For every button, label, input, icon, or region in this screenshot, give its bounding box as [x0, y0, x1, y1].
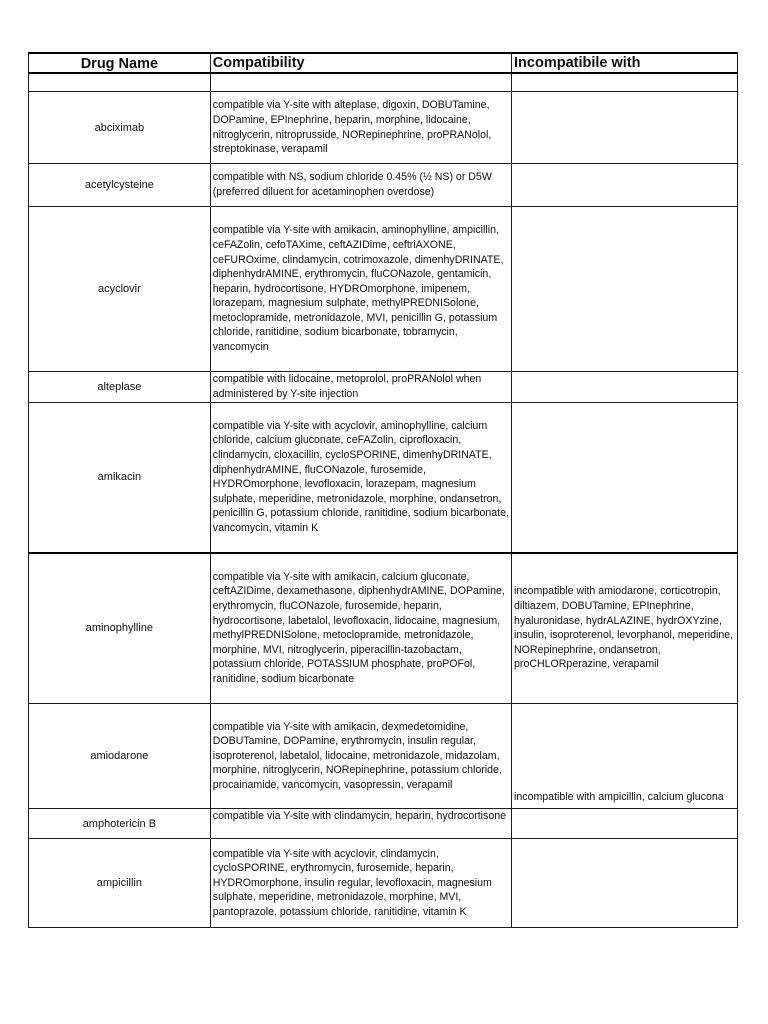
compatibility-cell: compatible via Y-site with amikacin, calcium gluconate, ceftAZIDime, dexamethasone, diphenhydrAMINE, DOPamine, erythromycin, fluCONazole, furosemide, heparin, hydrocortisone, labetalol, levofloxacin, lidocaine, magnesium, methylPREDNISolone, metoclopramide, metronidazole, morphine, MVI, nitroglycerin, piperacillin-tazobactam, potassium chloride, POTASSIUM phosphate, proPOFol, ranitidine, sodium bicarbonate [210, 553, 511, 704]
compatibility-cell: compatible via Y-site with amikacin, aminophylline, ampicillin, ceFAZolin, cefoTAXime, ceftAZIDime, ceftriAXONE, ceFUROxime, clindamycin, cotrimoxazole, dimenhyDRINATE, diphenhydrAMINE, erythromycin, fluCONazole, gentamicin, heparin, hydrocortisone, HYDROmorphone, imipenem, lorazepam, magnesium sulphate, methylPREDNISolone, metoclopramide, metronidazole, MVI, penicillin G, potassium chloride, ranitidine, sodium bicarbonate, tobramycin, vancomycin [210, 207, 511, 372]
table-row [29, 704, 738, 809]
compatibility-cell: compatible via Y-site with acyclovir, clindamycin, cycloSPORINE, erythromycin, furosemide, heparin, HYDROmorphone, insulin regular, levofloxacin, magnesium sulphate, meperidine, metronidazole, morphine, MVI, pantoprazole, potassium chloride, ranitidine, vitamin K [210, 839, 511, 928]
drug-name-cell: ampicillin [29, 839, 211, 928]
header-row [29, 53, 738, 73]
table-row [29, 92, 738, 164]
table-row [29, 207, 738, 372]
spacer-cell [29, 73, 211, 92]
incompatible-cell [512, 164, 738, 207]
compatibility-cell: compatible via Y-site with alteplase, digoxin, DOBUTamine, DOPamine, EPInephrine, heparin, morphine, lidocaine, nitroglycerin, nitroprusside, NORepinephrine, proPRANolol, streptokinase, verapamil [210, 92, 511, 164]
drug-name-cell: amikacin [29, 403, 211, 553]
spacer-cell [210, 73, 511, 92]
incompatible-cell [512, 403, 738, 553]
drug-name-cell: acyclovir [29, 207, 211, 372]
table-row [29, 553, 738, 704]
table-row [29, 164, 738, 207]
incompatible-cell [512, 207, 738, 372]
drug-name-cell: acetylcysteine [29, 164, 211, 207]
compatibility-cell: compatible via Y-site with acyclovir, aminophylline, calcium chloride, calcium gluconate, ceFAZolin, ciprofloxacin, clindamycin, cloxacillin, cycloSPORINE, dimenhyDRINATE, diphenhydrAMINE, fluCONazole, furosemide, HYDROmorphone, levofloxacin, lorazepam, magnesium sulphate, meperidine, metronidazole, morphine, ondansetron, penicillin G, potassium chloride, ranitidine, sodium bicarbonate, vancomycin, vitamin K [210, 403, 511, 553]
incompatible-cell: incompatible with ampicillin, calcium glucona [512, 704, 738, 809]
table-row [29, 839, 738, 928]
spacer-row [29, 73, 738, 92]
header-drug-name: Drug Name [29, 53, 211, 73]
drug-name-cell: abciximab [29, 92, 211, 164]
incompatible-cell [512, 839, 738, 928]
drug-compatibility-table [28, 52, 738, 928]
compatibility-cell: compatible via Y-site with amikacin, dexmedetomidine, DOBUTamine, DOPamine, erythromycin, insulin regular, isoproterenol, labetalol, lidocaine, metronidazole, midazolam, morphine, nitroglycerin, NORepinephrine, potassium chloride, procainamide, vancomycin, vasopressin, verapamil [210, 704, 511, 809]
table-row [29, 403, 738, 553]
incompatible-cell [512, 92, 738, 164]
table-row [29, 372, 738, 403]
compatibility-cell: compatible with lidocaine, metoprolol, proPRANolol when administered by Y-site injection [210, 372, 511, 403]
drug-name-cell: aminophylline [29, 553, 211, 704]
table-row [29, 809, 738, 839]
spacer-cell [512, 73, 738, 92]
drug-name-cell: amiodarone [29, 704, 211, 809]
header-compatibility: Compatibility [210, 53, 511, 73]
drug-compatibility-sheet [28, 52, 738, 928]
compatibility-cell: compatible via Y-site with clindamycin, heparin, hydrocortisone [210, 809, 511, 839]
compatibility-cell: compatible with NS, sodium chloride 0.45% (½ NS) or D5W (preferred diluent for acetaminophen overdose) [210, 164, 511, 207]
incompatible-cell: incompatible with amiodarone, corticotropin, diltiazem, DOBUTamine, EPInephrine, hyaluronidase, hydrALAZINE, hydrOXYzine, insulin, isoproterenol, levorphanol, meperidine, NORepinephrine, ondansetron, proCHLORperazine, verapamil [512, 553, 738, 704]
drug-name-cell: alteplase [29, 372, 211, 403]
drug-name-cell: amphotericin B [29, 809, 211, 839]
header-incompatible: Incompatibile with [512, 53, 738, 73]
incompatible-cell [512, 372, 738, 403]
incompatible-cell [512, 809, 738, 839]
